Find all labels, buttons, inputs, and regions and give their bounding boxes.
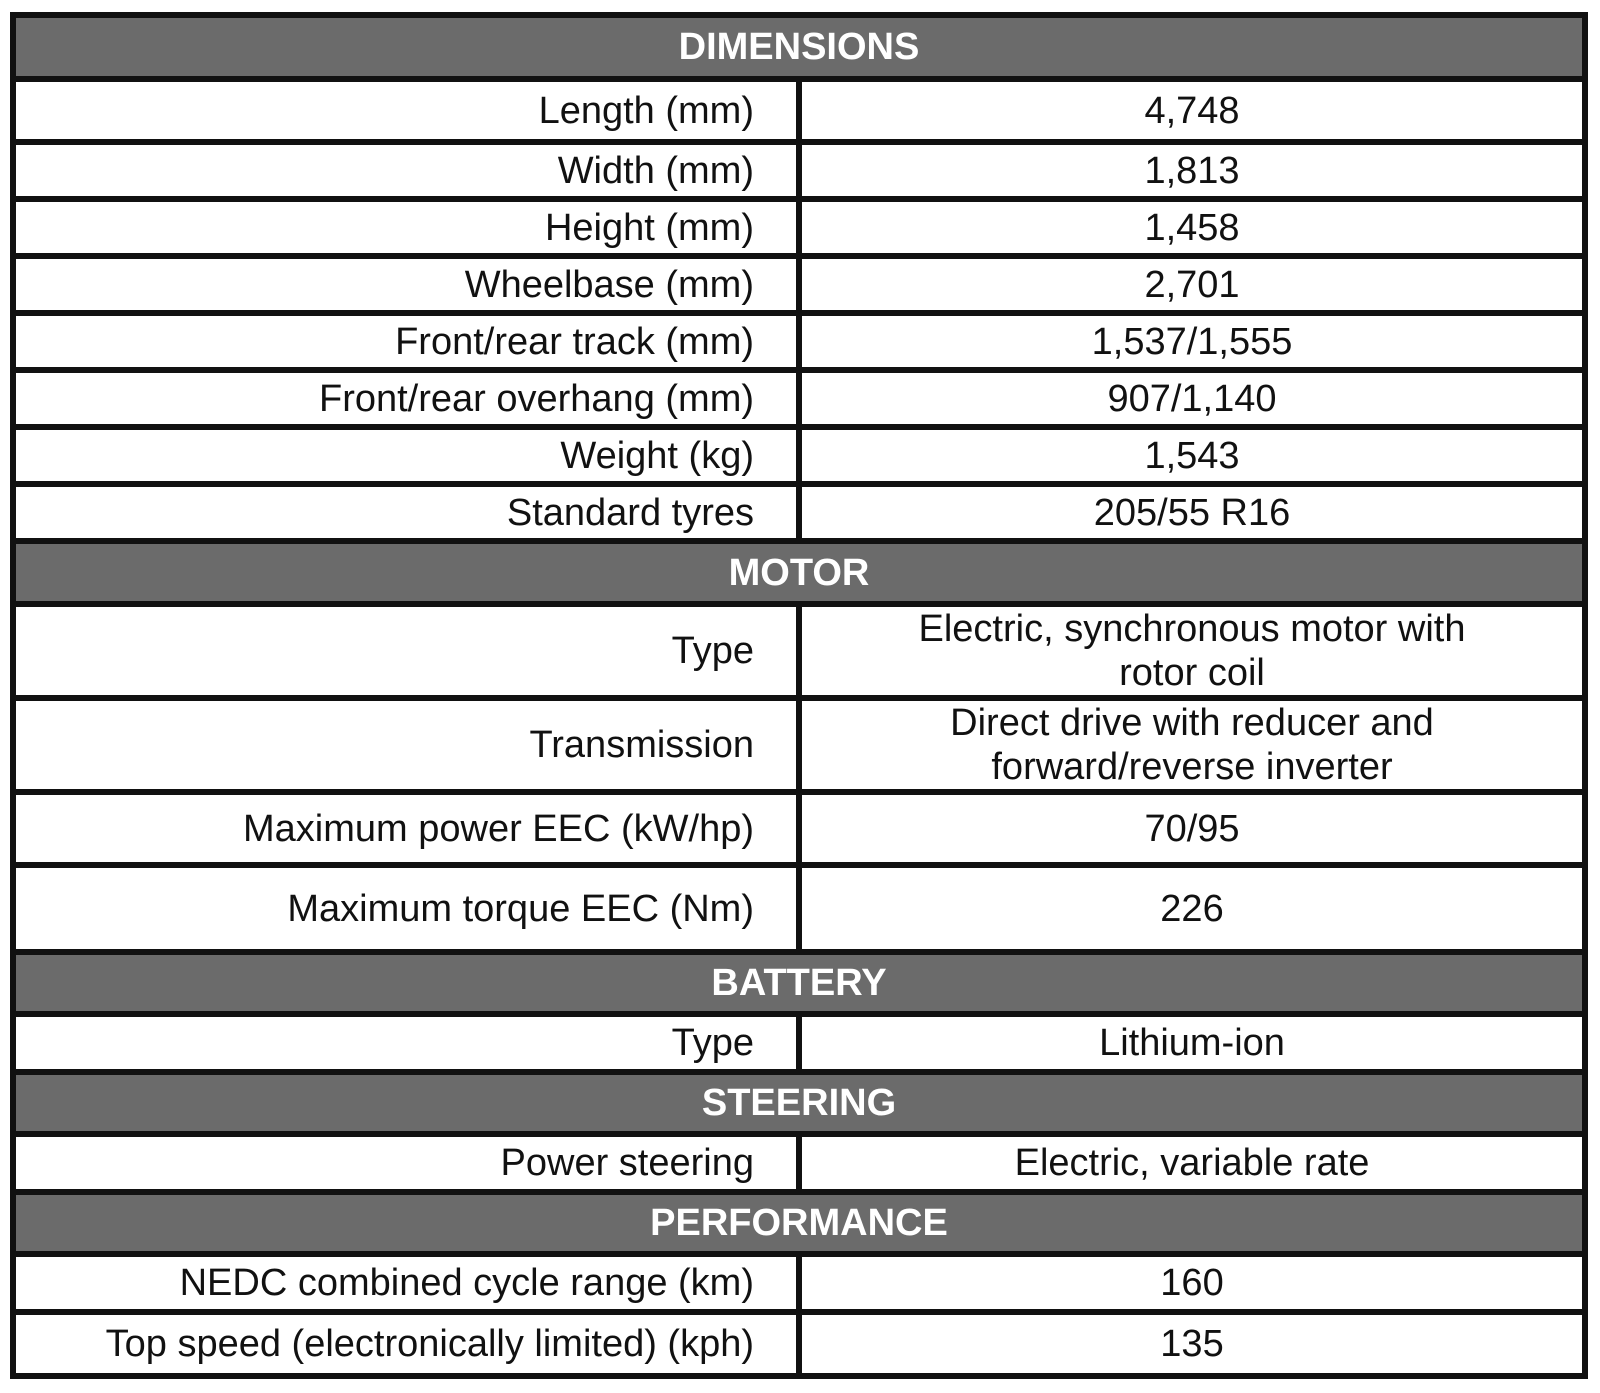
row-value: 4,748: [799, 79, 1585, 142]
row-value: Electric, variable rate: [799, 1134, 1585, 1192]
table-row: [13, 256, 1585, 313]
row-label: Height (mm): [13, 199, 799, 256]
section-title: BATTERY: [13, 952, 1585, 1014]
row-label: Power steering: [13, 1134, 799, 1192]
table-row: [13, 199, 1585, 256]
table-row: [13, 1134, 1585, 1192]
table-row: [13, 1254, 1585, 1312]
section-header-dimensions: [13, 15, 1585, 79]
table-row: [13, 427, 1585, 484]
row-label: Width (mm): [13, 142, 799, 199]
section-title: PERFORMANCE: [13, 1192, 1585, 1254]
row-value: 1,543: [799, 427, 1585, 484]
section-title: MOTOR: [13, 541, 1585, 604]
row-value: 907/1,140: [799, 370, 1585, 427]
row-value: 160: [799, 1254, 1585, 1312]
table-row: [13, 604, 1585, 698]
row-value: 1,813: [799, 142, 1585, 199]
section-header-motor: [13, 541, 1585, 604]
row-label: Length (mm): [13, 79, 799, 142]
row-label: Top speed (electronically limited) (kph): [13, 1312, 799, 1376]
row-label: Wheelbase (mm): [13, 256, 799, 313]
row-value: 1,537/1,555: [799, 313, 1585, 370]
table-row: [13, 484, 1585, 541]
row-value: 70/95: [799, 792, 1585, 865]
table-row: [13, 79, 1585, 142]
section-title: STEERING: [13, 1072, 1585, 1134]
table-row: [13, 142, 1585, 199]
row-value: 1,458: [799, 199, 1585, 256]
row-label: Front/rear overhang (mm): [13, 370, 799, 427]
row-value: Lithium-ion: [799, 1014, 1585, 1072]
row-value: Direct drive with reducer and forward/reverse inverter: [799, 698, 1585, 792]
table-row: [13, 370, 1585, 427]
table-row: [13, 1014, 1585, 1072]
row-value: 226: [799, 865, 1585, 952]
row-label: Maximum power EEC (kW/hp): [13, 792, 799, 865]
row-label: Transmission: [13, 698, 799, 792]
section-header-performance: [13, 1192, 1585, 1254]
row-label: Type: [13, 604, 799, 698]
row-value: 2,701: [799, 256, 1585, 313]
row-label: NEDC combined cycle range (km): [13, 1254, 799, 1312]
row-label: Weight (kg): [13, 427, 799, 484]
section-header-steering: [13, 1072, 1585, 1134]
row-label: Maximum torque EEC (Nm): [13, 865, 799, 952]
table-row: [13, 865, 1585, 952]
table-row: [13, 792, 1585, 865]
row-label: Standard tyres: [13, 484, 799, 541]
row-value: 205/55 R16: [799, 484, 1585, 541]
section-title: DIMENSIONS: [13, 15, 1585, 79]
table-row: [13, 313, 1585, 370]
table-row: [13, 1312, 1585, 1376]
spec-table: [10, 12, 1588, 1379]
section-header-battery: [13, 952, 1585, 1014]
table-row: [13, 698, 1585, 792]
row-value: 135: [799, 1312, 1585, 1376]
row-label: Type: [13, 1014, 799, 1072]
row-value: Electric, synchronous motor with rotor coil: [799, 604, 1585, 698]
row-label: Front/rear track (mm): [13, 313, 799, 370]
